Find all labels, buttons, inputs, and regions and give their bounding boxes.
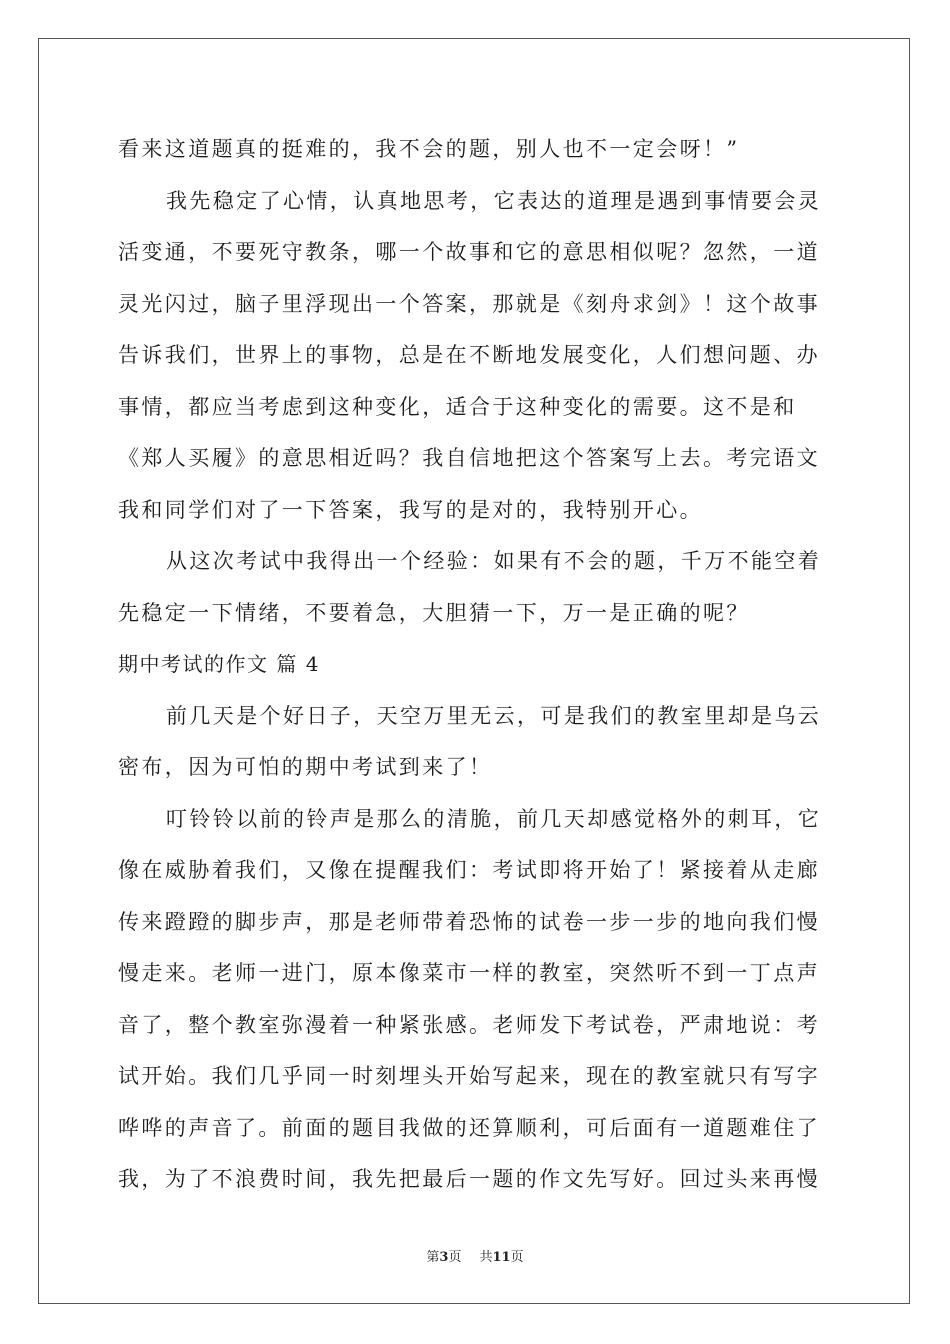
page-suffix: 页: [448, 1250, 462, 1265]
paragraph-line: 哗哗的声音了。前面的题目我做的还算顺利，可后面有一道题难住了: [118, 1115, 820, 1140]
paragraph-line: 音了，整个教室弥漫着一种紧张感。老师发下考试卷，严肃地说：考: [118, 1012, 820, 1037]
paragraph-line: 传来蹬蹬的脚步声，那是老师带着恐怖的试卷一步一步的地向我们慢: [118, 909, 820, 934]
paragraph-line: 告诉我们，世界上的事物，总是在不断地发展变化，人们想问题、办: [118, 343, 820, 367]
document-body: [118, 124, 834, 1206]
total-prefix: 共: [479, 1250, 493, 1265]
paragraph-line: 从这次考试中我得出一个经验：如果有不会的题，千万不能空着: [166, 549, 822, 573]
paragraph-line: 慢走来。老师一进门，原本像菜市一样的教室，突然听不到一丁点声: [118, 961, 820, 985]
paragraph-line: 看来这道题真的挺难的，我不会的题，别人也不一定会呀！”: [118, 137, 740, 161]
paragraph-line: 我，为了不浪费时间，我先把最后一题的作文先写好。回过头来再慢: [118, 1167, 820, 1191]
paragraph-line: 叮铃铃以前的铃声是那么的清脆，前几天却感觉格外的刺耳，它: [166, 806, 822, 831]
page-number: 3: [439, 1250, 449, 1265]
paragraph-line: 密布，因为可怕的期中考试到来了！: [118, 755, 493, 779]
total-pages: 11: [492, 1250, 511, 1265]
section-heading: 期中考试的作文 篇 4: [118, 652, 320, 676]
paragraph-line: 事情，都应当考虑到这种变化，适合于这种变化的需要。这不是和: [118, 394, 797, 419]
page-footer: [0, 1246, 950, 1265]
paragraph-line: 灵光闪过，脑子里浮现出一个答案，那就是《刻舟求剑》！这个故事: [118, 291, 820, 316]
page-prefix: 第: [426, 1250, 440, 1265]
paragraph-line: 试开始。我们几乎同一时刻埋头开始写起来，现在的教室就只有写字: [118, 1064, 820, 1088]
paragraph-line: 像在威胁着我们，又像在提醒我们：考试即将开始了！紧接着从走廊: [118, 858, 820, 882]
paragraph-line: 先稳定一下情绪，不要着急，大胆猜一下，万一是正确的呢？: [118, 600, 750, 625]
total-suffix: 页: [510, 1250, 524, 1265]
paragraph-line: 活变通，不要死守教条，哪一个故事和它的意思相似呢？忽然，一道: [118, 240, 820, 264]
paragraph-line: 前几天是个好日子，天空万里无云，可是我们的教室里却是乌云: [166, 703, 822, 728]
paragraph-line: 《郑人买履》的意思相近吗？我自信地把这个答案写上去。考完语文: [118, 446, 820, 470]
paragraph-line: 我和同学们对了一下答案，我写的是对的，我特别开心。: [118, 497, 703, 522]
paragraph-line: 我先稳定了心情，认真地思考，它表达的道理是遇到事情要会灵: [166, 188, 822, 213]
